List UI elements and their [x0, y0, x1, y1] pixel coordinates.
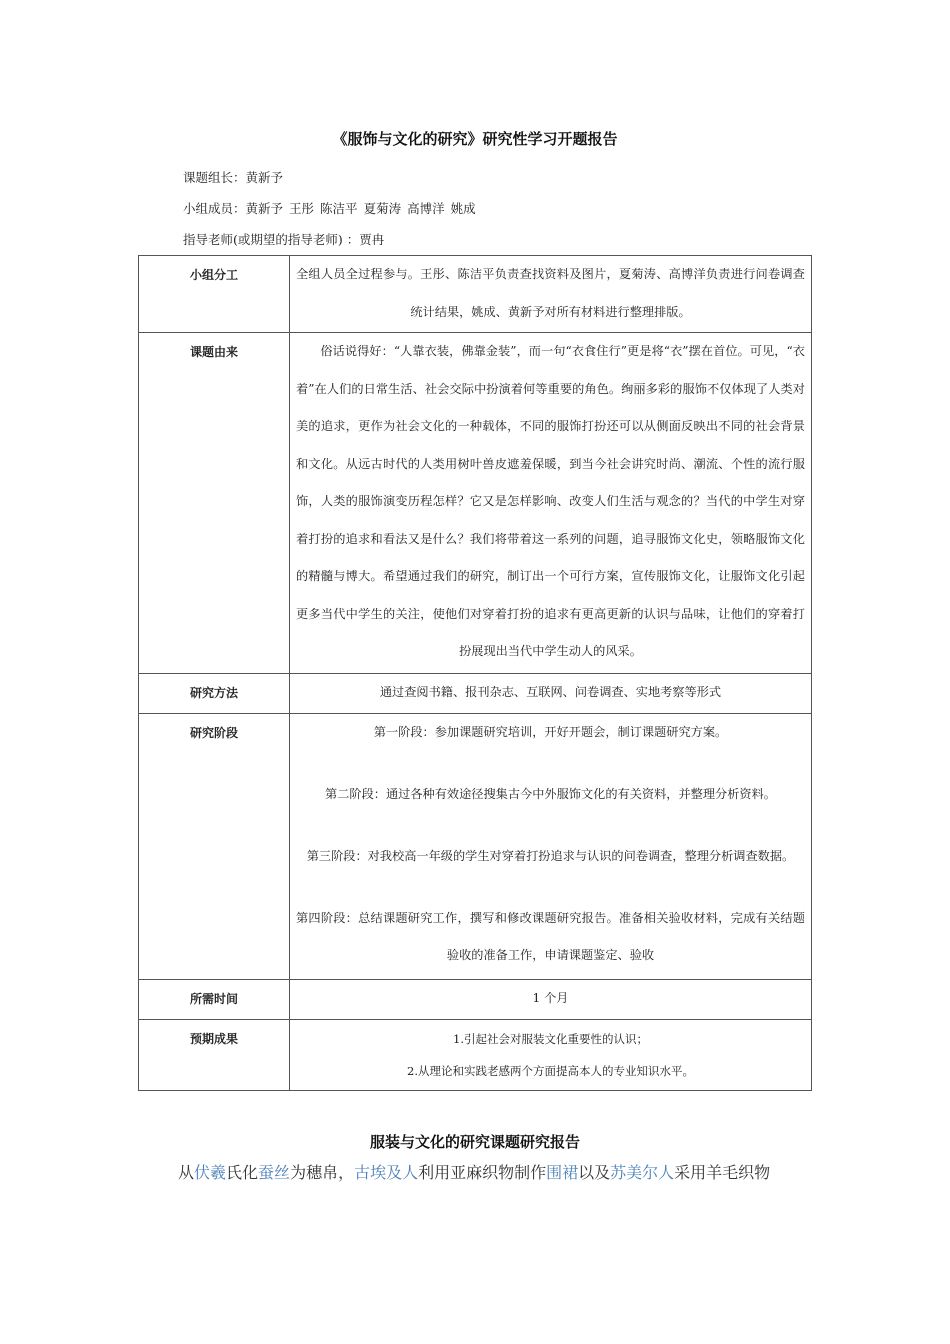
member-name: 夏菊涛: [363, 201, 402, 216]
body-text: 从: [178, 1163, 195, 1182]
stage-item: 第三阶段：对我校高一年级的学生对穿着打扮追求与认识的问卷调查，整理分析调查数据。: [306, 849, 795, 863]
stage-item: 第二阶段：通过各种有效途径搜集古今中外服饰文化的有关资料，并整理分析资料。: [325, 787, 776, 801]
origin-text: 俗话说得好：“人靠衣装，佛靠金装”，而一句“衣食住行”更是将“衣”摆在首位。可见，“衣着”在人们的日常生活、社会交际中扮演着何等重要的角色。绚丽多彩的服饰不仅体现了人类对美的追求，更作为社会文化的一种载体，不同的服饰打扮还可以从侧面反映出不同的社会背景和文化。从远古时代的人类用树叶兽皮遮羞保暖，到当今社会讲究时尚、潮流、个性的流行服饰，人类的服饰演变历程怎样？它又是怎样影响、改变人们生活与观念的？当代的中学生对穿着打扮的追求和看法又是什么？我们将带着这一系列的问题，追寻服饰文化史，领略服饰文化的精髓与博大。希望通过我们的研究，制订出一个可行方案，宣传服饰文化，让服饰文化引起更多当代中学生的关注，使他们对穿着打扮的追求有更高更新的认识与品味，让他们的穿着打扮展现出当代中学生动人的风采。: [296, 344, 805, 658]
row-label-outcome: 预期成果: [139, 1020, 290, 1091]
body-text: 氏化: [226, 1163, 259, 1182]
members-line: [183, 199, 482, 217]
body-text: 利用亚麻织物制作: [418, 1163, 547, 1182]
row-label-method: 研究方法: [139, 674, 290, 714]
table-row: [139, 256, 812, 333]
advisor-label: 指导老师(或期望的指导老师) ：: [183, 232, 360, 247]
leader-line: [183, 168, 289, 186]
table-row: [139, 980, 812, 1020]
member-name: 黄新予: [245, 201, 284, 216]
body-text: 以及: [578, 1163, 611, 1182]
link-fuxi[interactable]: 伏羲: [194, 1163, 227, 1182]
member-name: 高博洋: [407, 201, 445, 216]
leader-name: 黄新予: [245, 170, 284, 185]
outcome-list: [296, 1020, 805, 1087]
advisor-line: [183, 230, 390, 248]
table-row: [139, 714, 812, 980]
body-text: 采用羊毛织物: [674, 1163, 771, 1182]
stage-item: 第一阶段：参加课题研究培训，开好开题会，制订课题研究方案。: [373, 725, 728, 739]
report-subtitle: 服装与文化的研究课题研究报告: [369, 1133, 580, 1151]
stage-item: 第四阶段：总结课题研究工作，撰写和修改课题研究报告。准备相关验收材料，完成有关结题验收的准备工作，申请课题鉴定、验收: [296, 911, 805, 962]
table-row: [139, 1020, 812, 1091]
report-body-line: [178, 1160, 770, 1183]
row-label-time: 所需时间: [139, 980, 290, 1020]
method-text: 通过查阅书籍、报刊杂志、互联网、问卷调查、实地考察等形式: [379, 685, 722, 699]
document-title: 《服饰与文化的研究》研究性学习开题报告: [332, 130, 618, 148]
link-silk[interactable]: 蚕丝: [258, 1163, 291, 1182]
members-label: 小组成员：: [183, 201, 246, 216]
row-label-division: 小组分工: [139, 256, 290, 333]
row-label-stages: 研究阶段: [139, 714, 290, 980]
table-row: [139, 674, 812, 714]
member-name: 王彤: [289, 201, 315, 216]
link-apron[interactable]: 围裙: [546, 1163, 579, 1182]
advisor-name: 贾冉: [359, 232, 385, 247]
link-ancient-egyptians[interactable]: 古埃及人: [354, 1163, 419, 1182]
proposal-table: [138, 255, 812, 1091]
time-text: 1 个月: [532, 991, 569, 1005]
outcome-item: 1.引起社会对服装文化重要性的认识；: [453, 1032, 648, 1046]
member-name: 陈洁平: [320, 201, 358, 216]
division-text: 全组人员全过程参与。王彤、陈洁平负责查找资料及图片，夏菊涛、高博洋负责进行问卷调查统计结果，姚成、黄新予对所有材料进行整理排版。: [296, 267, 805, 319]
link-sumerians[interactable]: 苏美尔人: [610, 1163, 675, 1182]
body-text: 为穗帛，: [290, 1163, 355, 1182]
outcome-item: 2.从理论和实践老感两个方面提高本人的专业知识水平。: [407, 1064, 694, 1078]
table-row: [139, 333, 812, 674]
stages-list: [296, 714, 805, 974]
row-label-origin: 课题由来: [139, 333, 290, 674]
leader-label: 课题组长：: [183, 170, 246, 185]
member-name: 姚成: [450, 201, 476, 216]
